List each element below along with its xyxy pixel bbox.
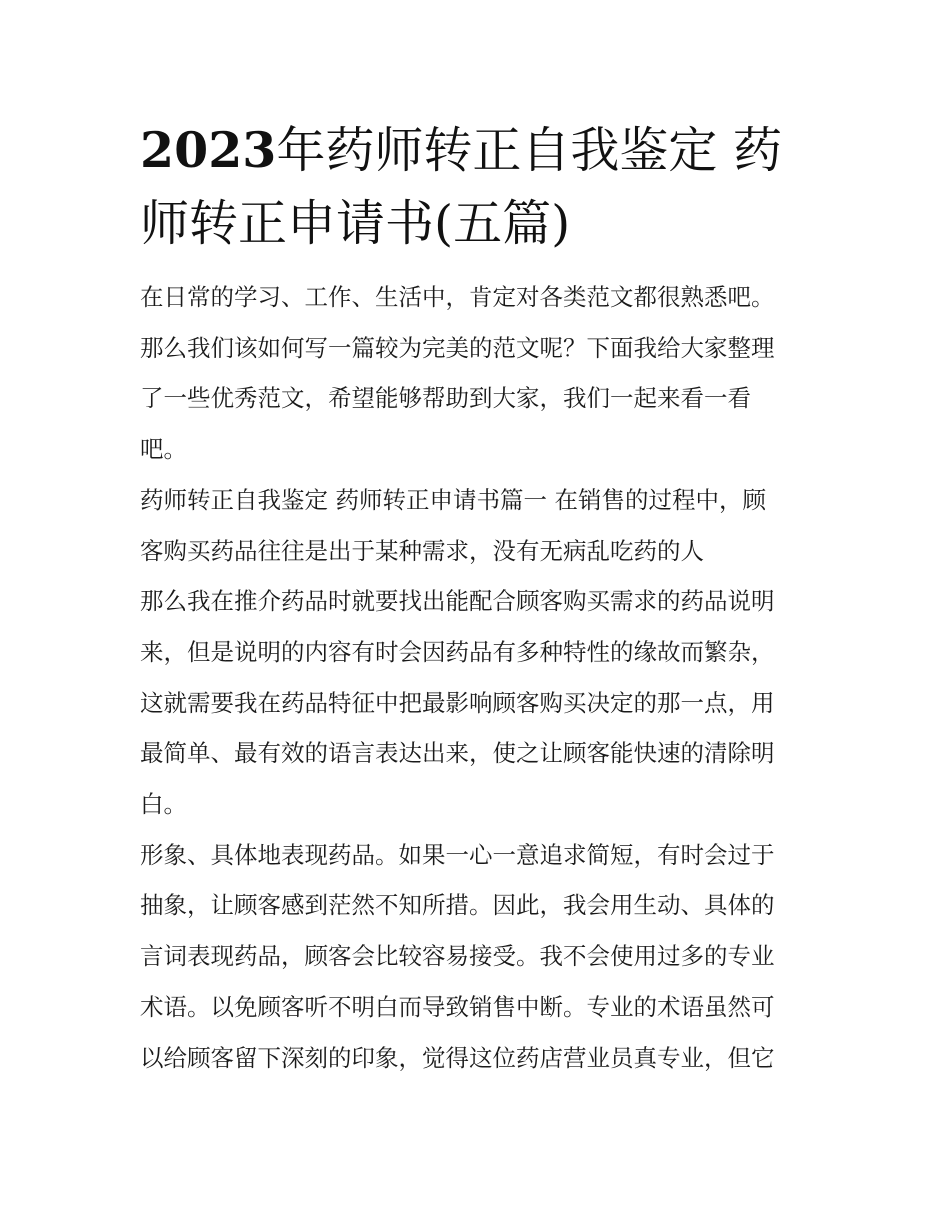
paragraph-section-3 [140, 830, 812, 1084]
paragraph-section-1 [140, 475, 812, 576]
text-line: 那么我在推介药品时就要找出能配合顾客购买需求的药品说明 [140, 587, 775, 616]
text-line: 白。 [140, 790, 187, 819]
text-line: 术语。以免顾客听不明白而导致销售中断。专业的术语虽然可 [140, 992, 775, 1021]
text-line: 来，但是说明的内容有时会因药品有多种特性的缘故而繁杂， [140, 637, 775, 666]
text-line: 药师转正自我鉴定 药师转正申请书篇一 在销售的过程中，顾 [140, 485, 766, 514]
text-line: 这就需要我在药品特征中把最影响顾客购买决定的那一点，用 [140, 688, 775, 717]
text-line: 在日常的学习、工作、生活中，肯定对各类范文都很熟悉吧。 [140, 283, 775, 311]
title-line-2: 师转正申请书(五篇) [140, 195, 571, 252]
text-line: 以给顾客留下深刻的印象，觉得这位药店营业员真专业，但它 [140, 1043, 775, 1072]
paragraph-section-2 [140, 576, 812, 830]
title-year: 2023 [140, 121, 277, 179]
document-title [140, 114, 812, 260]
text-line: 言词表现药品，顾客会比较容易接受。我不会使用过多的专业 [140, 942, 775, 971]
document-body [140, 114, 812, 1083]
text-line: 最简单、最有效的语言表达出来，使之让顾客能快速的清除明 [140, 739, 775, 768]
document-content [140, 272, 812, 1083]
title-text-1: 年药师转正自我鉴定 药 [276, 122, 782, 179]
text-line: 客购买药品往往是出于某种需求，没有无病乱吃药的人 [140, 536, 704, 565]
text-line: 抽象，让顾客感到茫然不知所措。因此，我会用生动、具体的 [140, 891, 775, 920]
text-line: 了一些优秀范文，希望能够帮助到大家，我们一起来看一看 [140, 384, 751, 413]
text-line: 吧。 [140, 435, 187, 464]
title-line-1 [140, 114, 812, 187]
text-line: 形象、具体地表现药品。如果一心一意追求简短，有时会过于 [140, 840, 775, 869]
text-line: 那么我们该如何写一篇较为完美的范文呢？下面我给大家整理 [140, 333, 775, 362]
paragraph-intro [140, 272, 812, 475]
